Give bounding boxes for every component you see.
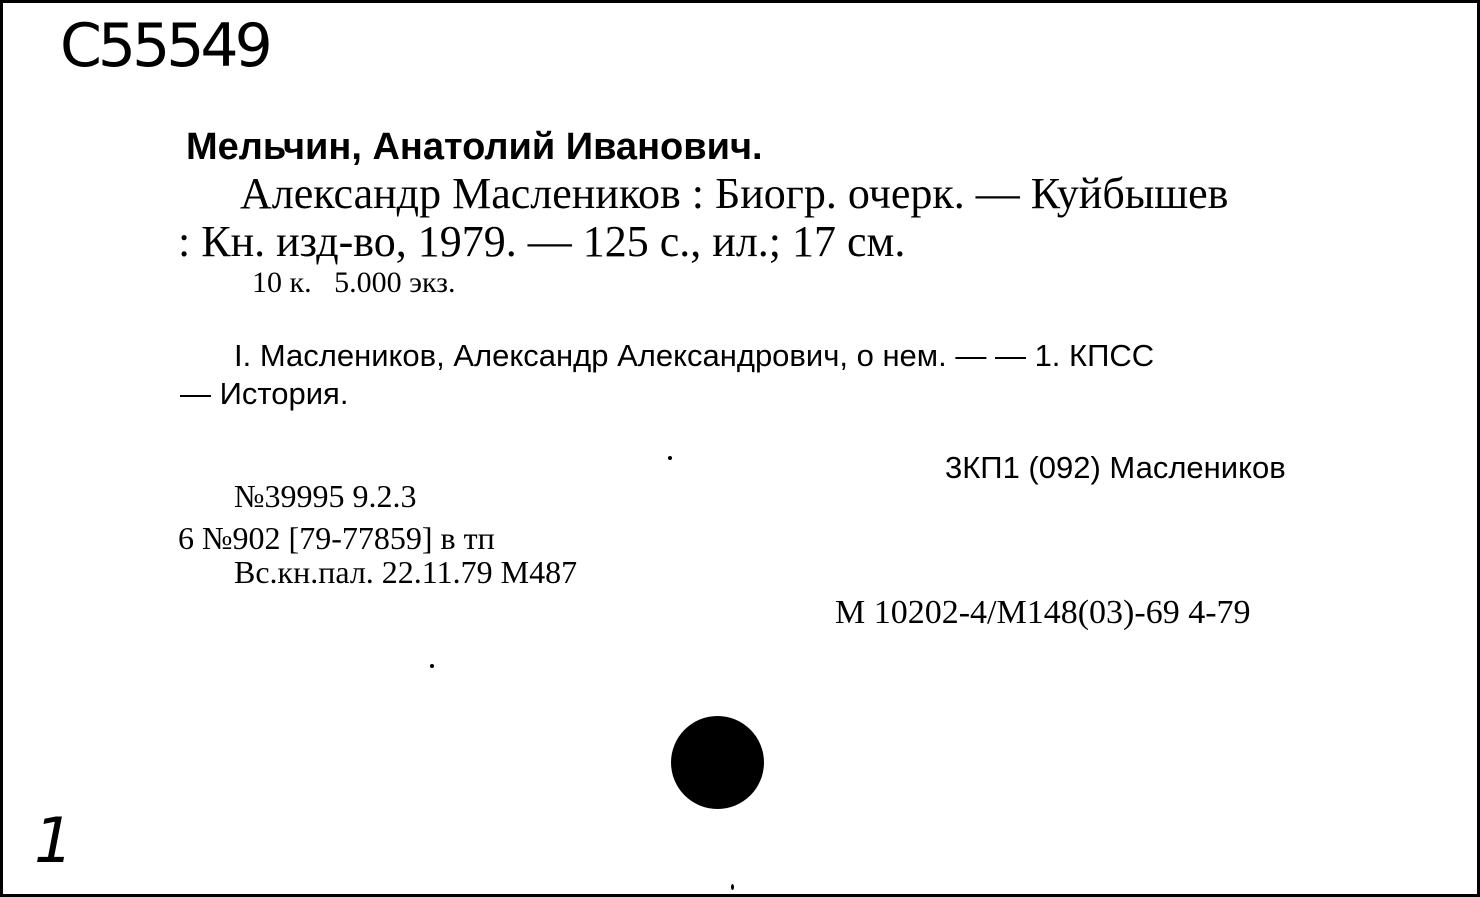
subject-line-2: — История.	[180, 376, 349, 411]
dust-speck	[731, 884, 734, 890]
book-chamber-line: Вс.кн.пал. 22.11.79 М487	[234, 554, 578, 590]
price-copies: 10 к. 5.000 экз.	[252, 266, 456, 299]
handwritten-number: 1	[34, 804, 74, 877]
catalog-code: М 10202-4/М148(03)-69 4-79	[835, 594, 1251, 631]
classification-index: 3КП1 (092) Маслеников	[945, 450, 1286, 485]
title-line-2: : Кн. изд-во, 1979. — 125 с., ил.; 17 см.	[178, 217, 906, 266]
handwritten-code: С55549	[60, 11, 269, 81]
title-line-1: Александр Маслеников : Биогр. очерк. — Куйбышев	[240, 169, 1229, 218]
order-number: 6 №902 [79-77859] в тп	[178, 520, 495, 556]
dust-speck	[430, 664, 434, 668]
dust-speck	[668, 456, 672, 460]
registration-number: №39995 9.2.3	[234, 478, 417, 514]
author-heading: Мельчин, Анатолий Иванович.	[186, 126, 763, 168]
subject-line-1: I. Маслеников, Александр Александрович, о нем. — — 1. КПСС	[234, 338, 1155, 373]
punch-hole	[671, 716, 764, 809]
